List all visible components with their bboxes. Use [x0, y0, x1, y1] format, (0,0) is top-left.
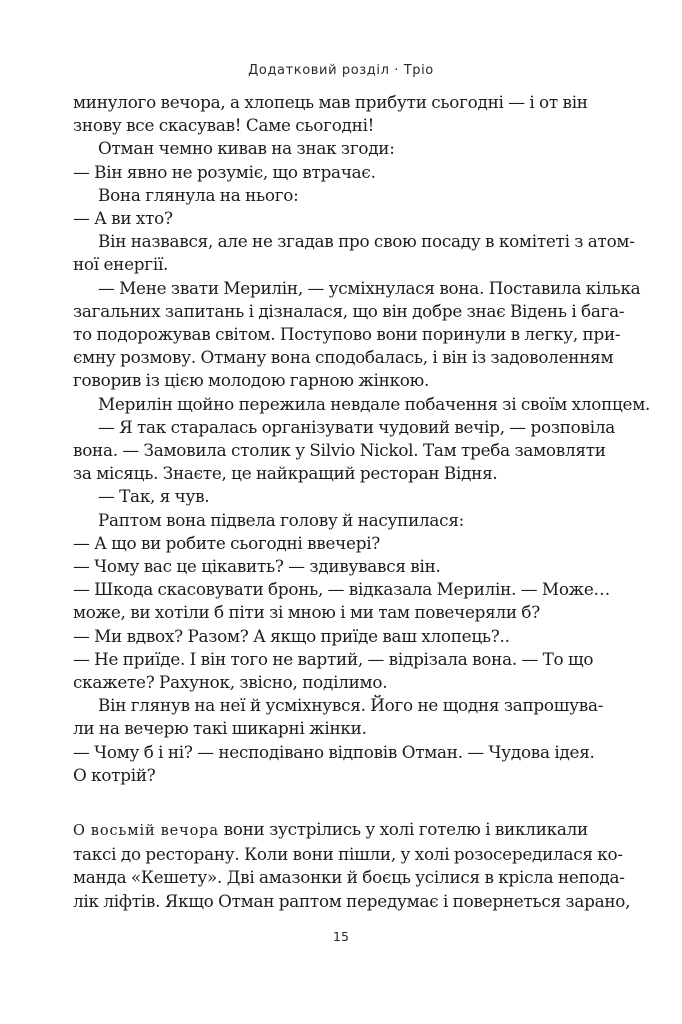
text-line: — Мене звати Мерилін, — усміхнулася вона. Поставила кілька — [98, 277, 641, 298]
text-line: Мерилін щойно пережила невдале побачення зі своїм хлопцем. — [98, 393, 651, 414]
section-opening-rest: вони зустрілись у холі готелю і викликали — [218, 819, 588, 839]
text-line: — Чому вас це цікавить? — здивувався він. — [73, 556, 441, 577]
text-line: — А що ви робите сьогодні ввечері? — [73, 532, 381, 553]
section-break-text-block — [73, 818, 631, 913]
text-line: ємну розмову. Отману вона сподобалась, і він із задоволенням — [73, 347, 614, 368]
text-line: ли на вечерю такі шикарні жінки. — [73, 718, 367, 739]
text-line: загальних запитань і дізналася, що він добре знає Відень і бага- — [73, 300, 625, 321]
text-line: Він назвався, але не згадав про свою посаду в комітеті з атом- — [98, 231, 635, 252]
text-line: — Чому б і ні? — несподівано відповів Отман. — Чудова ідея. — [73, 741, 595, 762]
text-line: то подорожував світом. Поступово вони поринули в легку, при- — [73, 324, 621, 345]
text-line: Вона глянула на нього: — [98, 184, 299, 205]
running-head: Додатковий розділ · Тріо — [248, 63, 434, 78]
section-opening-line — [73, 818, 587, 843]
text-line: минулого вечора, а хлопець мав прибути сьогодні — і от він — [73, 92, 588, 112]
text-line: таксі до ресторану. Коли вони пішли, у холі розосередилася ко- — [73, 844, 623, 865]
text-line: — А ви хто? — [73, 208, 173, 229]
text-line: — Шкода скасовувати бронь, — відказала Мерилін. — Може… — [73, 579, 611, 600]
text-line: манда «Кешету». Дві амазонки й боєць усілися в крісла непода- — [73, 867, 625, 888]
text-line: Він глянув на неї й усміхнувся. Його не щодня запрошува- — [98, 695, 604, 716]
text-line: може, ви хотіли б піти зі мною і ми там повечеряли б? — [73, 602, 540, 623]
text-line: — Ми вдвох? Разом? А якщо приїде ваш хлопець?.. — [73, 625, 510, 646]
text-line: знову все скасував! Саме сьогодні! — [73, 115, 375, 136]
text-line: лік ліфтів. Якщо Отман раптом передумає і повернеться зарано, — [73, 890, 631, 911]
text-line: — Я так старалась організувати чудовий вечір, — розповіла — [98, 416, 615, 437]
text-line: — Не приїде. І він того не вартий, — відрізала вона. — То що — [73, 648, 594, 669]
text-line: О котрій? — [73, 764, 156, 785]
section-lead-in: О восьмій вечора — [73, 823, 219, 839]
page-number: 15 — [333, 929, 349, 944]
text-line: скажете? Рахунок, звісно, поділимо. — [73, 672, 388, 693]
text-line: Раптом вона підвела голову й насупилася: — [98, 509, 465, 530]
body-text-block — [73, 91, 651, 787]
text-line: за місяць. Знаєте, це найкращий ресторан Відня. — [73, 463, 498, 484]
text-line: говорив із цією молодою гарною жінкою. — [73, 370, 430, 391]
text-line: — Так, я чув. — [98, 486, 210, 507]
text-line: — Він явно не розуміє, що втрачає. — [73, 161, 376, 182]
text-line: Отман чемно кивав на знак згоди: — [98, 138, 395, 159]
text-line: ної енергії. — [73, 254, 169, 275]
text-line: вона. — Замовила столик у Silvio Nickol. Там треба замовляти — [73, 440, 606, 461]
